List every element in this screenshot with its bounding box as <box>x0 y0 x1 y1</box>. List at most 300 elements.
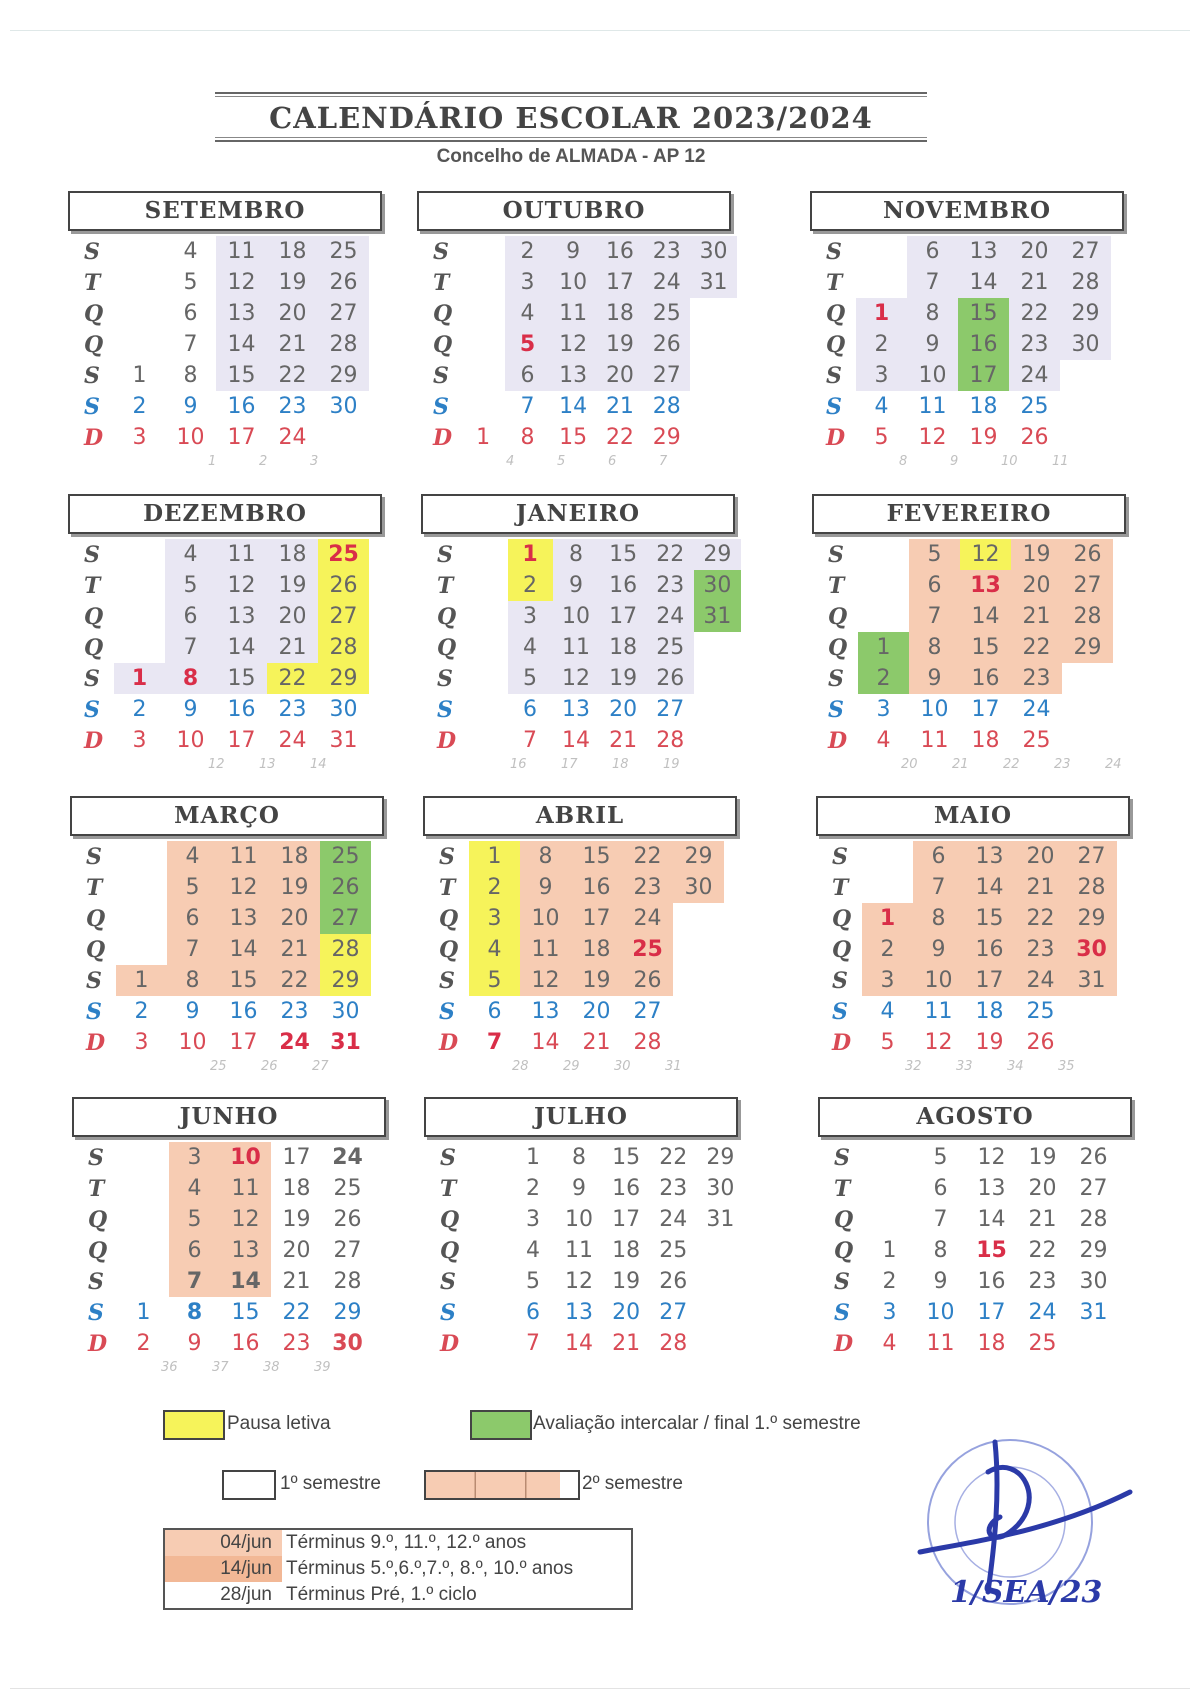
day-cell: 29 <box>694 539 741 570</box>
weekday-row <box>72 1328 373 1359</box>
day-cell: 25 <box>333 1176 362 1201</box>
sem2-legend-swatch <box>424 1470 580 1500</box>
day-cell <box>468 1297 510 1328</box>
week-number: 22 <box>1003 757 1020 772</box>
day-cell: 3 <box>134 1030 149 1055</box>
day-cell: 28 <box>318 329 369 360</box>
week-number: 28 <box>512 1059 529 1074</box>
day-cell: 9 <box>933 1269 948 1294</box>
day-cell: 14 <box>216 329 267 360</box>
day-cell: 3 <box>169 1142 220 1173</box>
day-cell: 8 <box>553 539 600 570</box>
weekday-label: S <box>834 1299 850 1326</box>
weekday-row <box>812 632 1113 663</box>
weekday-label: Q <box>440 1206 460 1233</box>
weekday-row <box>68 570 369 601</box>
day-cell: 16 <box>229 999 258 1024</box>
day-cell: 5 <box>874 425 889 450</box>
weekday-label: Q <box>433 331 453 358</box>
day-cell <box>690 298 737 329</box>
day-cell: 17 <box>227 728 256 753</box>
weekday-label: Q <box>826 331 846 358</box>
day-cell: 21 <box>609 728 638 753</box>
weekday-row <box>812 601 1113 632</box>
day-cell: 19 <box>597 329 644 360</box>
day-cell: 31 <box>1066 965 1117 996</box>
weekday-label: Q <box>834 1237 854 1264</box>
day-cell <box>461 329 505 360</box>
day-cell: 24 <box>659 1207 688 1232</box>
day-cell <box>1060 422 1111 453</box>
day-cell: 30 <box>673 872 724 903</box>
day-cell: 24 <box>643 267 690 298</box>
weekday-label: S <box>439 998 455 1025</box>
day-cell: 22 <box>1011 632 1062 663</box>
page-subtitle: Concelho de ALMADA - AP 12 <box>436 146 706 167</box>
weekday-label: S <box>828 541 844 568</box>
day-cell: 4 <box>882 1331 897 1356</box>
day-cell: 13 <box>562 697 591 722</box>
weekday-label: S <box>440 1299 456 1326</box>
day-cell: 23 <box>280 999 309 1024</box>
month-grid <box>818 1142 1119 1359</box>
day-cell: 17 <box>282 1145 311 1170</box>
day-cell: 3 <box>526 1207 540 1232</box>
weekday-row <box>417 267 737 298</box>
day-cell: 4 <box>169 1173 220 1204</box>
day-cell <box>690 391 737 422</box>
day-cell <box>116 872 167 903</box>
weekday-row <box>68 391 369 422</box>
day-cell: 29 <box>1060 298 1111 329</box>
weekday-row <box>424 1297 744 1328</box>
day-cell: 22 <box>269 965 320 996</box>
day-cell: 12 <box>220 1204 271 1235</box>
weekday-label: T <box>437 572 454 599</box>
day-cell: 30 <box>1079 1269 1108 1294</box>
day-cell: 25 <box>622 934 673 965</box>
day-cell <box>465 601 507 632</box>
day-cell <box>858 539 909 570</box>
day-cell <box>114 298 165 329</box>
weekday-row <box>424 1142 744 1173</box>
day-cell: 19 <box>1028 1145 1057 1170</box>
day-cell: 14 <box>958 267 1009 298</box>
weekday-label: Q <box>84 300 104 327</box>
weekday-row <box>68 329 369 360</box>
day-cell: 15 <box>958 298 1009 329</box>
day-cell: 26 <box>1026 1030 1055 1055</box>
weekday-row <box>72 1266 373 1297</box>
day-cell: 19 <box>1011 539 1062 570</box>
weekday-row <box>70 841 371 872</box>
day-cell: 27 <box>633 999 662 1024</box>
day-cell: 27 <box>1066 841 1117 872</box>
day-cell: 8 <box>909 632 960 663</box>
day-cell <box>690 360 737 391</box>
day-cell: 2 <box>134 999 149 1024</box>
day-cell <box>862 872 913 903</box>
day-cell <box>673 1027 724 1058</box>
day-cell: 22 <box>1015 903 1066 934</box>
day-cell <box>468 1204 510 1235</box>
weekday-row <box>424 1328 744 1359</box>
day-cell: 7 <box>520 394 535 419</box>
day-cell: 12 <box>216 570 267 601</box>
day-cell: 20 <box>1015 841 1066 872</box>
day-cell: 5 <box>165 570 216 601</box>
day-cell: 4 <box>183 239 198 264</box>
day-cell: 8 <box>167 965 218 996</box>
day-cell: 30 <box>1060 329 1111 360</box>
weekday-row <box>810 329 1111 360</box>
weekday-row <box>812 570 1113 601</box>
weekday-row <box>810 236 1111 267</box>
day-cell: 20 <box>1028 1176 1057 1201</box>
weekday-row <box>816 934 1117 965</box>
day-cell: 13 <box>964 841 1015 872</box>
day-cell: 26 <box>320 872 371 903</box>
weekday-label: Q <box>437 634 457 661</box>
week-number: 29 <box>563 1059 580 1074</box>
week-number: 2 <box>259 454 268 469</box>
day-cell: 7 <box>523 728 538 753</box>
day-cell <box>1062 663 1113 694</box>
term-text: Términus 5.º,6.º,7.º, 8.º, 10.º anos <box>286 1558 574 1579</box>
day-cell: 22 <box>1028 1238 1057 1263</box>
day-cell: 15 <box>216 360 267 391</box>
day-cell: 15 <box>964 903 1015 934</box>
title-rule-top <box>215 92 927 94</box>
weekday-row <box>68 267 369 298</box>
day-cell <box>697 1266 744 1297</box>
day-cell: 29 <box>333 1300 362 1325</box>
day-cell: 13 <box>960 570 1011 601</box>
official-stamp-signature <box>900 1432 1160 1632</box>
day-cell: 7 <box>907 267 958 298</box>
day-cell: 30 <box>329 394 358 419</box>
day-cell: 12 <box>564 1269 593 1294</box>
month-name: DEZEMBRO <box>68 494 382 534</box>
week-number: 20 <box>901 757 918 772</box>
month-name: FEVEREIRO <box>812 494 1126 534</box>
weekday-row <box>423 965 724 996</box>
day-cell: 16 <box>227 394 256 419</box>
day-cell: 11 <box>918 394 947 419</box>
week-number: 3 <box>310 454 319 469</box>
day-cell: 23 <box>643 236 690 267</box>
day-cell: 6 <box>913 841 964 872</box>
day-cell: 19 <box>282 1207 311 1232</box>
day-cell: 8 <box>183 363 198 388</box>
day-cell: 21 <box>1009 267 1060 298</box>
day-cell: 1 <box>526 1145 540 1170</box>
day-cell: 7 <box>913 872 964 903</box>
day-cell: 5 <box>505 329 549 360</box>
weekday-label: Q <box>437 603 457 630</box>
weekday-label: S <box>834 1144 850 1171</box>
day-cell <box>465 539 507 570</box>
day-cell: 26 <box>318 267 369 298</box>
day-cell: 29 <box>673 841 724 872</box>
weekday-label: S <box>86 998 102 1025</box>
page-title: CALENDÁRIO ESCOLAR 2023/2024 <box>269 101 873 135</box>
weekday-label: S <box>826 362 842 389</box>
day-cell: 19 <box>267 570 318 601</box>
day-cell: 7 <box>167 934 218 965</box>
day-cell: 22 <box>1009 298 1060 329</box>
day-cell: 25 <box>647 632 694 663</box>
day-cell: 23 <box>1009 329 1060 360</box>
day-cell: 13 <box>220 1235 271 1266</box>
day-cell: 24 <box>279 1030 310 1055</box>
day-cell: 5 <box>508 663 553 694</box>
day-cell: 8 <box>165 663 216 694</box>
day-cell: 5 <box>909 539 960 570</box>
day-cell: 15 <box>600 539 647 570</box>
week-number: 14 <box>310 757 327 772</box>
day-cell <box>673 996 724 1027</box>
week-number: 21 <box>952 757 969 772</box>
weekday-row <box>70 903 371 934</box>
day-cell: 3 <box>856 360 907 391</box>
week-number: 38 <box>263 1360 280 1375</box>
day-cell: 21 <box>605 394 634 419</box>
weekday-label: T <box>828 572 845 599</box>
day-cell: 14 <box>220 1266 271 1297</box>
weekday-row <box>421 570 741 601</box>
weekday-label: S <box>832 967 848 994</box>
day-cell: 6 <box>183 301 198 326</box>
day-cell <box>1068 1328 1119 1359</box>
pause-legend-label: Pausa letiva <box>227 1413 331 1434</box>
day-cell: 11 <box>550 298 597 329</box>
weekday-row <box>810 391 1111 422</box>
day-cell: 22 <box>282 1300 311 1325</box>
weekday-label: T <box>826 269 843 296</box>
month-block <box>818 1097 1138 1387</box>
day-cell <box>690 422 737 453</box>
day-cell <box>116 934 167 965</box>
month-block <box>423 796 743 1086</box>
weekday-label: S <box>437 696 453 723</box>
weekday-row <box>816 965 1117 996</box>
weekday-row <box>417 236 737 267</box>
day-cell: 29 <box>318 663 369 694</box>
day-cell: 16 <box>964 934 1015 965</box>
day-cell: 22 <box>647 539 694 570</box>
weekday-label: Q <box>832 905 852 932</box>
week-number: 1 <box>208 454 217 469</box>
day-cell: 11 <box>520 934 571 965</box>
weekday-row <box>417 360 737 391</box>
day-cell: 20 <box>1011 570 1062 601</box>
day-cell: 14 <box>564 1331 593 1356</box>
day-cell: 9 <box>913 934 964 965</box>
month-grid <box>423 841 724 1058</box>
day-cell <box>468 1142 510 1173</box>
title-rule-bottom-thin <box>215 137 927 138</box>
day-cell <box>116 903 167 934</box>
weekday-row <box>812 663 1113 694</box>
day-cell <box>468 1235 510 1266</box>
day-cell <box>673 903 724 934</box>
day-cell <box>118 1235 169 1266</box>
day-cell: 21 <box>282 1269 311 1294</box>
weekday-label: Q <box>86 936 106 963</box>
week-number: 16 <box>510 757 527 772</box>
weekday-label: S <box>433 238 449 265</box>
day-cell: 23 <box>622 872 673 903</box>
month-block <box>421 494 741 784</box>
day-cell: 2 <box>862 934 913 965</box>
month-block <box>72 1097 392 1387</box>
day-cell: 5 <box>880 1030 895 1055</box>
weekday-label: S <box>84 362 100 389</box>
weekday-row <box>421 601 741 632</box>
day-cell: 24 <box>332 1145 363 1170</box>
weekday-label: Q <box>826 300 846 327</box>
day-cell: 17 <box>971 697 1000 722</box>
day-cell <box>114 329 165 360</box>
day-cell: 2 <box>508 570 553 601</box>
day-cell: 26 <box>659 1269 688 1294</box>
day-cell: 8 <box>520 425 535 450</box>
weekday-label: T <box>440 1175 457 1202</box>
day-cell: 27 <box>333 1238 362 1263</box>
weekday-row <box>68 298 369 329</box>
day-cell: 14 <box>562 728 591 753</box>
week-number: 7 <box>659 454 668 469</box>
weekday-label: S <box>84 238 100 265</box>
day-cell: 10 <box>220 1142 271 1173</box>
day-cell: 1 <box>136 1300 151 1325</box>
day-cell: 12 <box>918 425 947 450</box>
weekday-label: D <box>440 1330 460 1357</box>
day-cell: 28 <box>1062 601 1113 632</box>
day-cell: 6 <box>487 999 502 1024</box>
day-cell: 9 <box>553 570 600 601</box>
day-cell: 14 <box>977 1207 1006 1232</box>
day-cell: 15 <box>612 1145 641 1170</box>
weekday-row <box>818 1204 1119 1235</box>
day-cell: 18 <box>282 1176 311 1201</box>
day-cell: 13 <box>977 1176 1006 1201</box>
weekday-label: Q <box>828 603 848 630</box>
week-number: 32 <box>905 1059 922 1074</box>
weekday-label: Q <box>439 936 459 963</box>
day-cell: 31 <box>329 728 358 753</box>
weekday-label: S <box>826 238 842 265</box>
weekday-row <box>72 1142 373 1173</box>
weekday-row <box>417 329 737 360</box>
week-number: 6 <box>608 454 617 469</box>
day-cell: 22 <box>267 663 318 694</box>
week-number: 37 <box>212 1360 229 1375</box>
weekday-label: S <box>86 967 102 994</box>
weekday-row <box>818 1235 1119 1266</box>
month-name: SETEMBRO <box>68 191 382 231</box>
month-block <box>68 494 388 784</box>
weekday-label: D <box>84 424 104 451</box>
month-grid <box>810 236 1111 453</box>
month-grid <box>812 539 1113 756</box>
day-cell: 29 <box>1079 1238 1108 1263</box>
weekday-row <box>417 298 737 329</box>
day-cell <box>468 1328 510 1359</box>
day-cell: 19 <box>969 425 998 450</box>
day-cell: 16 <box>571 872 622 903</box>
day-cell: 4 <box>508 632 553 663</box>
day-cell: 4 <box>165 539 216 570</box>
day-cell: 27 <box>1062 570 1113 601</box>
day-cell: 28 <box>1079 1207 1108 1232</box>
weekday-row <box>818 1142 1119 1173</box>
day-cell: 9 <box>183 394 198 419</box>
day-cell: 15 <box>216 663 267 694</box>
day-cell <box>461 360 505 391</box>
weekday-row <box>812 694 1113 725</box>
day-cell: 14 <box>960 601 1011 632</box>
weekday-label: S <box>88 1299 104 1326</box>
weekday-label: D <box>826 424 846 451</box>
day-cell: 12 <box>550 329 597 360</box>
day-cell: 26 <box>643 329 690 360</box>
month-name: MARÇO <box>70 796 384 836</box>
month-block <box>816 796 1136 1086</box>
day-cell: 31 <box>1079 1300 1108 1325</box>
day-cell: 17 <box>597 267 644 298</box>
weekday-label: D <box>439 1029 459 1056</box>
weekday-label: D <box>433 424 453 451</box>
day-cell: 8 <box>571 1145 586 1170</box>
day-cell: 27 <box>320 903 371 934</box>
day-cell: 25 <box>320 841 371 872</box>
day-cell: 6 <box>909 570 960 601</box>
day-cell: 20 <box>609 697 638 722</box>
week-number: 35 <box>1058 1059 1075 1074</box>
weekday-label: Q <box>834 1206 854 1233</box>
day-cell: 3 <box>505 267 549 298</box>
day-cell: 7 <box>909 601 960 632</box>
day-cell: 23 <box>278 394 307 419</box>
term-row <box>165 1556 631 1582</box>
week-number: 36 <box>161 1360 178 1375</box>
day-cell: 21 <box>269 934 320 965</box>
day-cell <box>118 1142 169 1173</box>
day-cell: 15 <box>231 1300 260 1325</box>
weekday-row <box>816 903 1117 934</box>
day-cell <box>465 663 507 694</box>
month-grid <box>816 841 1117 1058</box>
weekday-row <box>421 632 741 663</box>
month-name: MAIO <box>816 796 1130 836</box>
weekday-label: T <box>84 269 101 296</box>
evaluation-legend-label: Avaliação intercalar / final 1.º semestre <box>533 1413 861 1434</box>
weekday-row <box>72 1235 373 1266</box>
day-cell: 28 <box>633 1030 662 1055</box>
day-cell: 6 <box>523 697 538 722</box>
day-cell: 13 <box>564 1300 593 1325</box>
weekday-label: T <box>86 874 103 901</box>
day-cell: 24 <box>1009 360 1060 391</box>
day-cell: 19 <box>267 267 318 298</box>
weekday-row <box>68 360 369 391</box>
sem1-legend-label: 1º semestre <box>280 1473 381 1494</box>
day-cell: 28 <box>659 1331 688 1356</box>
day-cell: 4 <box>469 934 520 965</box>
week-number: 4 <box>506 454 515 469</box>
